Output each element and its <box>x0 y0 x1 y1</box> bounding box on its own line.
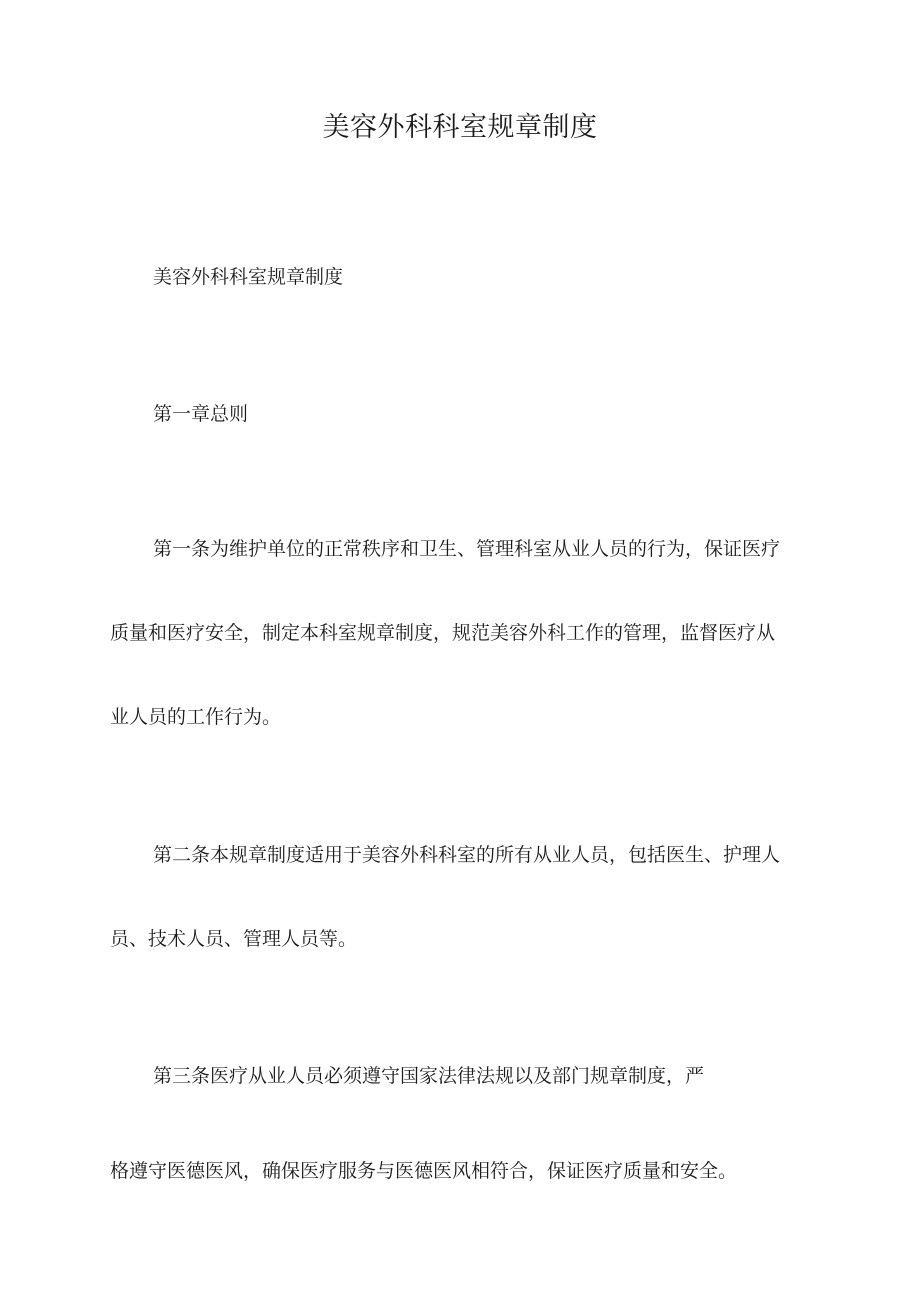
article-3-line-1: 第三条医疗从业人员必须遵守国家法律法规以及部门规章制度，严 <box>153 1065 705 1087</box>
article-1-line-3: 业人员的工作行为。 <box>110 706 282 728</box>
document-subtitle: 美容外科科室规章制度 <box>153 266 344 288</box>
document-title: 美容外科科室规章制度 <box>322 112 598 143</box>
article-1-line-2: 质量和医疗安全，制定本科室规章制度，规范美容外科工作的管理，监督医疗从 <box>110 622 776 644</box>
article-3-line-2: 格遵守医德医风，确保医疗服务与医德医风相符合，保证医疗质量和安全。 <box>110 1160 738 1182</box>
article-2-line-2: 员、技术人员、管理人员等。 <box>110 928 358 950</box>
article-1-line-1: 第一条为维护单位的正常秩序和卫生、管理科室从业人员的行为，保证医疗 <box>153 538 781 560</box>
chapter-heading: 第一章总则 <box>153 403 249 425</box>
article-2-line-1: 第二条本规章制度适用于美容外科科室的所有从业人员，包括医生、护理人 <box>153 844 781 866</box>
